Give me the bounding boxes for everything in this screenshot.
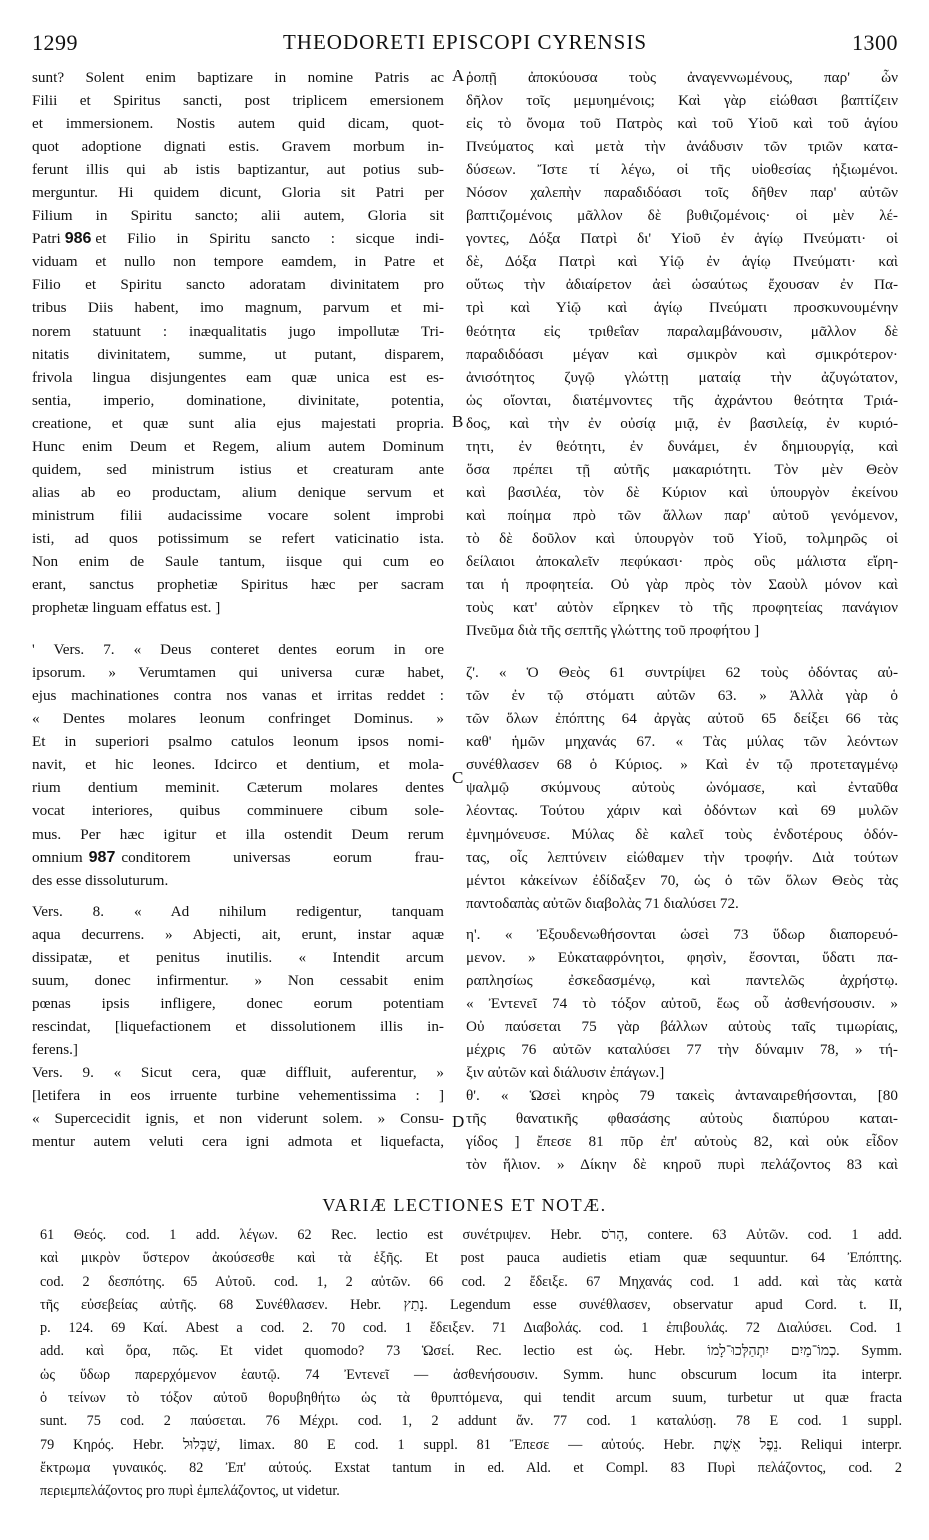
latin-line: Filio et Spiritu sancto adoratam divinitatem pro xyxy=(32,276,444,294)
greek-line: ὡς οἴονται, διατέμνοντες τῆς ἀχράντου θεότητα Τριά- xyxy=(466,391,898,409)
greek-line: γίδος ] ἔπεσε 81 πῦρ ἐπ' αὐτοὺς 82, καὶ οὐκ εἶδον xyxy=(466,1133,898,1151)
latin-line: prophetæ linguam effatus est. ] xyxy=(32,599,221,617)
greek-line: μέχρις 76 αὐτῶν καταλύσει 77 τὴν δύναμιν 78, » τή- xyxy=(466,1040,898,1058)
latin-line: mus. Per hæc igitur et illa ostendit Deum rerum xyxy=(32,825,444,843)
greek-line: ῥοπῇ ἀποκύουσα τοὺς ἀναγεννωμένους, παρ' ὧν xyxy=(466,69,898,86)
greek-line: ὅσα πρέπει τῇ αὐτῆς μακαριότητι. Τὸν μὲν Θεὸν xyxy=(466,460,898,478)
greek-line: τας, οἷς λεπτύνειν εἰώθαμεν τὴν τροφήν. Διὰ τούτων xyxy=(466,848,898,866)
latin-line: ferens.] xyxy=(32,1040,78,1058)
latin-line: vocat interiores, quibus comminuere cibum sole- xyxy=(32,802,444,820)
latin-line: alias ab eo productam, alium denique servum et xyxy=(32,483,444,501)
latin-line: et Filio in Spiritu sancto : sicque indi- xyxy=(95,230,444,248)
latin-line: Filii et Spiritus sancti, post triplicem emersionem xyxy=(32,92,444,110)
greek-line: εἰς τὸ ὄνομα τοῦ Πατρὸς καὶ τοῦ Υἱοῦ καὶ τοῦ ἁγίου xyxy=(466,115,898,133)
running-title: THEODORETI EPISCOPI CYRENSIS xyxy=(282,30,648,54)
latin-line: des esse dissoluturum. xyxy=(32,871,169,889)
greek-line: Πνεῦμα διὰ τῆς σεπτῆς γλώττης τοῦ προφήτου ] xyxy=(466,622,760,640)
latin-line: quidem, sed ministrum istius et creaturam ante xyxy=(32,460,444,478)
latin-line: Filium in Spiritu sancto; alii autem, Gloria sit xyxy=(32,207,444,225)
greek-line: Νόσον χαλεπὴν παραδιδόασι τοῖς δῆθεν παρ' αὐτῶν xyxy=(466,184,898,202)
latin-line: frivola lingua disjungentes eam quæ unica est es- xyxy=(32,368,444,386)
greek-line: καὶ ποίημα πρὸ τῶν ἄλλων παρ' αὐτοῦ γενόμενον, xyxy=(466,506,898,524)
greek-line: οὕτως τὴν ἀδιαίρετον ἀεὶ ὡσαύτως ἔχουσαν ἐν Πα- xyxy=(466,276,898,294)
greek-line: τοὺς κατ' αὐτὸν εἴρηκεν τὸ τῆς προφητείας πανάγιον xyxy=(466,599,898,617)
greek-line: δὲ, Δόξα Πατρὶ καὶ Υἱῷ ἐν ἁγίῳ Πνεύματι· καὶ xyxy=(466,253,898,271)
note-line: ὁ τείνων τὸ τόξον αὐτοῦ θορυβηθήτω ὡς τὰ θρυπτόμενα, qui tendit arcum suum, turbetur ut quæ fracta xyxy=(40,1390,902,1407)
note-line: sunt. 75 cod. 2 παύσεται. 76 Μέχρι. cod. 1, 2 addunt ἄν. 77 cod. 1 καταλύσῃ. 78 E cod. 1 suppl. xyxy=(40,1413,902,1430)
note-line: τῆς εὐσεβείας αὐτῆς. 68 Συνέθλασεν. Hebr. נָתַץ. Legendum esse συνέθλασεν, observatur apud Cord. t. II, xyxy=(40,1296,902,1313)
latin-line: sentia, imperio, dominatione, divinitate, potentia, xyxy=(32,391,444,409)
latin-line: merguntur. Hi quidem dicunt, Gloria sit Patri per xyxy=(32,184,444,202)
greek-line: τῶν ὅλων ἐπόπτης 64 ἀργὰς αὐτοῦ 65 δείξει 66 τὰς xyxy=(466,710,898,728)
greek-line: τὸν ἥλιον. » Δίκην δὲ κηροῦ πυρὶ πελάζοντος 83 καὶ xyxy=(466,1156,898,1174)
latin-line: viduam et nullo non tempore eamdem, in Patre et xyxy=(32,253,444,271)
note-line: περιεμπελάζοντος pro πυρὶ ἐμπελάζοντος, ut videtur. xyxy=(40,1483,340,1500)
latin-line: Non enim de Saule tantum, iisque qui cum eo xyxy=(32,552,444,570)
latin-line: rium dentium meminit. Cæterum molares dentes xyxy=(32,779,444,797)
latin-line: Et in superiori psalmo catulos leonum ipsos nomi- xyxy=(32,733,444,751)
latin-line: quot adoptione dignati estis. Gravem morbum in- xyxy=(32,138,444,156)
latin-line: mentur autem veluti cera igni admota et liquefacta, xyxy=(32,1133,444,1151)
greek-line: τητι, ἐν θεότητι, ἐν δυνάμει, ἐν δημιουργίᾳ, καὶ xyxy=(466,437,898,455)
latin-line: rescindat, [liquefactionem et dissolutionem illis in- xyxy=(32,1017,444,1035)
greek-line: τῆς θανατικῆς φθασάσης αὐτοὺς διαπύρου καται- xyxy=(466,1110,898,1128)
latin-line: ipsorum. » Verumtamen qui universa curæ habet, xyxy=(32,664,444,682)
greek-line: τὸ δὲ δοῦλον καὶ ὑπουργὸν τοῦ Υἱοῦ, τολμηρῶς οἱ xyxy=(466,529,898,547)
column-number-986: 986 xyxy=(64,230,92,248)
margin-marker-b: B xyxy=(452,412,464,431)
note-line: 79 Κηρός. Hebr. שַׁבְּלוּל, limax. 80 E cod. 1 suppl. 81 Ἔπεσε — αὐτούς. Hebr. נֵפֶל אֵשֶׁת. Reliqui interpr. xyxy=(40,1436,902,1453)
latin-line: et immersionem. Nostis autem quid dicam, quot- xyxy=(32,115,444,133)
greek-line: Οὐ παύσεται 75 γὰρ βάλλων αὐτοὺς ταῖς τιμωρίαις, xyxy=(466,1017,898,1035)
greek-line: ψαλμῷ σκύμνους αὐτοὺς ὠνόμασε, καὶ ἐνταῦθα xyxy=(466,779,898,797)
latin-line: norem statuunt : inæqualitatis jugo impollutæ Tri- xyxy=(32,322,444,340)
latin-line: ejus machinationes contra nos vanas et irritas reddet : xyxy=(32,687,444,705)
greek-column xyxy=(466,66,898,1176)
latin-column xyxy=(32,66,444,1153)
margin-marker-a: A xyxy=(452,66,465,85)
paragraph-gap xyxy=(32,892,444,900)
greek-line: θ'. « Ὡσεὶ κηρὸς 79 τακεὶς ἀνταναιρεθήσονται, [80 xyxy=(466,1087,898,1105)
greek-line: δος, καὶ τὴν ἐν οὐσίᾳ μιᾷ, ἐν βασιλείᾳ, ἐν κυριό- xyxy=(466,414,898,432)
latin-line: pœnas ipsis infligere, donec eorum potentiam xyxy=(32,994,444,1012)
greek-line: μενον. » Εὐκαταφρόνητοι, φησὶν, ἔσονται, ὕδατι πα- xyxy=(466,948,898,966)
greek-line: γοντες, Δόξα Πατρὶ δι' Υἱοῦ ἐν ἁγίῳ Πνεύματι· οἱ xyxy=(466,230,898,248)
greek-line: λέοντας. Τούτου χάριν καὶ ὀδόντων καὶ 69 μυλῶν xyxy=(466,802,898,820)
notes-block xyxy=(40,1224,902,1504)
greek-line: ραπλησίως ἐσκεδασμένῳ, καὶ παντελῶς ἀχρήστῳ. xyxy=(466,971,898,989)
greek-line: η'. « Ἐξουδενωθήσονται ὡσεὶ 73 ὕδωρ διαπορευό- xyxy=(466,925,898,943)
note-line: add. καὶ ὅρα, πῶς. Et videt quomodo? 73 Ὡσεί. Rec. lectio est ὡς. Hebr. כְמוֹ־מַיִם יִתְהַלְּכוּ־לָמוֹ. Symm. xyxy=(40,1343,902,1360)
paragraph-gap xyxy=(466,642,898,661)
latin-line: sunt? Solent enim baptizare in nomine Patris ac xyxy=(32,69,444,86)
page-header xyxy=(32,30,898,60)
note-line: p. 124. 69 Καί. Abest a cod. 2. 70 cod. 1 ἔδειξεν. 71 Διαβολάς. cod. 1 ἐπιβουλάς. 72 Διαλύσει. Cod. 1 xyxy=(40,1320,902,1337)
greek-line: παραδιδόασι μέγαν καὶ σμικρὸν καὶ σμικρότερον· xyxy=(466,345,898,363)
paragraph-gap xyxy=(466,915,898,923)
latin-line: Vers. 9. « Sicut cera, quæ diffluit, auferentur, » xyxy=(32,1063,444,1081)
latin-line: navit, et hic leones. Idcirco et dentium, et mola- xyxy=(32,756,444,774)
greek-line: θεότητα εἰς τριθεΐαν παραλαμβάνουσιν, μᾶλλον δὲ xyxy=(466,322,898,340)
paragraph-gap xyxy=(32,619,444,638)
greek-line: καὶ βασιλέα, τὸν δὲ Κύριον καὶ ὑπουργὸν ἐκείνου xyxy=(466,483,898,501)
latin-line: [letifera in eos irruente turbine vehementissima : ] xyxy=(32,1087,444,1105)
column-number-987: 987 xyxy=(88,848,116,866)
greek-line: δύσεων. Ἴστε τί λέγω, οἱ τῆς υἱοθεσίας ἠξιωμένοι. xyxy=(466,161,898,179)
latin-line: Hunc enim Deum et Regem, alium autem Dominum xyxy=(32,437,444,455)
greek-line: « Ἐντενεῖ 74 τὸ τόξον αὐτοῦ, ἕως οὗ ἀσθενήσουσιν. » xyxy=(466,994,898,1012)
latin-line: « Supercecidit ignis, et non viderunt solem. » Consu- xyxy=(32,1110,444,1128)
latin-line: Vers. 8. « Ad nihilum redigentur, tanquam xyxy=(32,902,444,920)
latin-line-with-colnum xyxy=(32,846,444,869)
greek-line: βαπτιζομένοις μᾶλλον δὲ βυθιζομένοις· οἱ μὲν λέ- xyxy=(466,207,898,225)
latin-line: creatione, et quæ sunt alia ejus majestati propria. xyxy=(32,414,444,432)
greek-line: τῶν ἐν τῷ στόματι αὐτῶν 63. » Ἀλλὰ γὰρ ὁ xyxy=(466,687,898,705)
greek-line: Πνεύματος καὶ μετὰ τὴν ἀνάδυσιν τῶν τριῶν κατα- xyxy=(466,138,898,156)
latin-line: suum, donec infirmentur. » Non cessabit enim xyxy=(32,971,444,989)
greek-line: δείλαιοι ἀποκαλεῖν πεφύκασι· πρὸς οὓς μάλιστα εἴρη- xyxy=(466,552,898,570)
latin-line-prefix: omnium xyxy=(32,848,83,866)
greek-line: ται ἡ προφητεία. Οὐ γὰρ πρὸς τὸν Σαοὺλ μόνον καὶ xyxy=(466,576,898,594)
margin-marker-d: D xyxy=(452,1112,465,1131)
latin-line: isti, ad quos potissimum se refert vaticinatio ista. xyxy=(32,529,444,547)
latin-line: aqua decurrens. » Abjecti, ait, erunt, instar aquæ xyxy=(32,925,444,943)
greek-line: καθ' ἡμῶν μηχανάς 67. « Τὰς μύλας τῶν λεόντων xyxy=(466,733,898,751)
latin-line: dissipatæ, et penitus inutilis. « Intendit arcum xyxy=(32,948,444,966)
page-number-right: 1300 xyxy=(852,30,898,55)
note-line: 61 Θεός. cod. 1 add. λέγων. 62 Rec. lectio est συνέτριψεν. Hebr. הָרֹס, contere. 63 Αὐτῶν. cod. 1 add. xyxy=(40,1227,902,1243)
greek-line: ἀνισότητος ζυγῷ γλώττῃ ματαίᾳ τὴν ἀζυγώτατον, xyxy=(466,368,898,386)
latin-line: conditorem universas eorum frau- xyxy=(121,848,444,866)
note-line: ὡς ὕδωρ παρερχόμενον ἑαυτῷ. 74 Ἐντενεῖ — ἀσθενήσουσιν. Symm. hunc obscurum locum ita interpr. xyxy=(40,1366,902,1383)
latin-line: ' Vers. 7. « Deus conteret dentes eorum in ore xyxy=(32,641,444,659)
latin-line-prefix: Patri xyxy=(32,230,61,248)
greek-line: ζ'. « Ὁ Θεὸς 61 συντρίψει 62 τοὺς ὀδόντας αὐ- xyxy=(466,664,898,682)
note-line: ἔκτρωμα γυναικός. 82 Ἐπ' αὐτούς. Exstat tantum in ed. Ald. et Compl. 83 Πυρὶ πελάζοντος, cod. 2 xyxy=(40,1459,902,1476)
note-line: cod. 2 δεσπότης. 65 Αὐτοῦ. cod. 1, 2 αὐτῶν. 66 cod. 2 ἔδειξε. 67 Μηχανάς cod. 1 add. καὶ τὰς κατὰ xyxy=(40,1273,902,1290)
greek-line: παντοδαπὰς αὐτῶν διαβολὰς 71 διαλύσει 72. xyxy=(466,894,739,912)
margin-marker-c: C xyxy=(452,768,464,787)
notes-title: VARIÆ LECTIONES ET NOTÆ. xyxy=(322,1195,607,1215)
latin-line: tribus Diis habent, imo magnum, parvum et mi- xyxy=(32,299,444,317)
latin-line: ferunt illis qui ab istis baptizantur, aut potius sub- xyxy=(32,161,444,179)
latin-line: ministrum filii audacissime vocare solent improbi xyxy=(32,506,444,524)
latin-line-with-colnum xyxy=(32,227,444,250)
note-line: καὶ μικρὸν ὕστερον ἀκούσεσθε καὶ τὰ ἑξῆς. Et post pauca audietis etiam quæ sequuntur. 64 Ἐπόπτης. xyxy=(40,1250,902,1267)
latin-line: erant, sanctus prophetiæ Spiritus hæc per sacram xyxy=(32,576,444,594)
greek-line: ξιν αὐτῶν καὶ διάλυσιν ἐπάγων.] xyxy=(466,1063,665,1081)
latin-line: « Dentes molares leonum confringet Dominus. » xyxy=(32,710,444,728)
page-number-left: 1299 xyxy=(32,30,78,55)
greek-line: μέντοι κἀκείνων ἐδίδαξεν 70, ὡς ὁ τῶν ὅλων Θεὸς τὰς xyxy=(466,871,898,889)
greek-line: ἐμνημόνευσε. Μύλας δὲ καλεῖ τοὺς ἐνδοτέρους ὀδόν- xyxy=(466,825,898,843)
greek-line: δῆλον τοῖς μεμυημένοις; Καὶ γὰρ εἰώθασι βαπτίζειν xyxy=(466,92,898,110)
latin-line: nitatis divinitatem, summe, ut putant, disparem, xyxy=(32,345,444,363)
greek-line: τρὶ καὶ Υἱῷ καὶ ἁγίῳ Πνεύματι προσκυνουμένην xyxy=(466,299,898,317)
greek-line: συνέθλασεν 68 ὁ Κύριος. » Καὶ ἐν τῷ προτεταγμένῳ xyxy=(466,756,898,774)
